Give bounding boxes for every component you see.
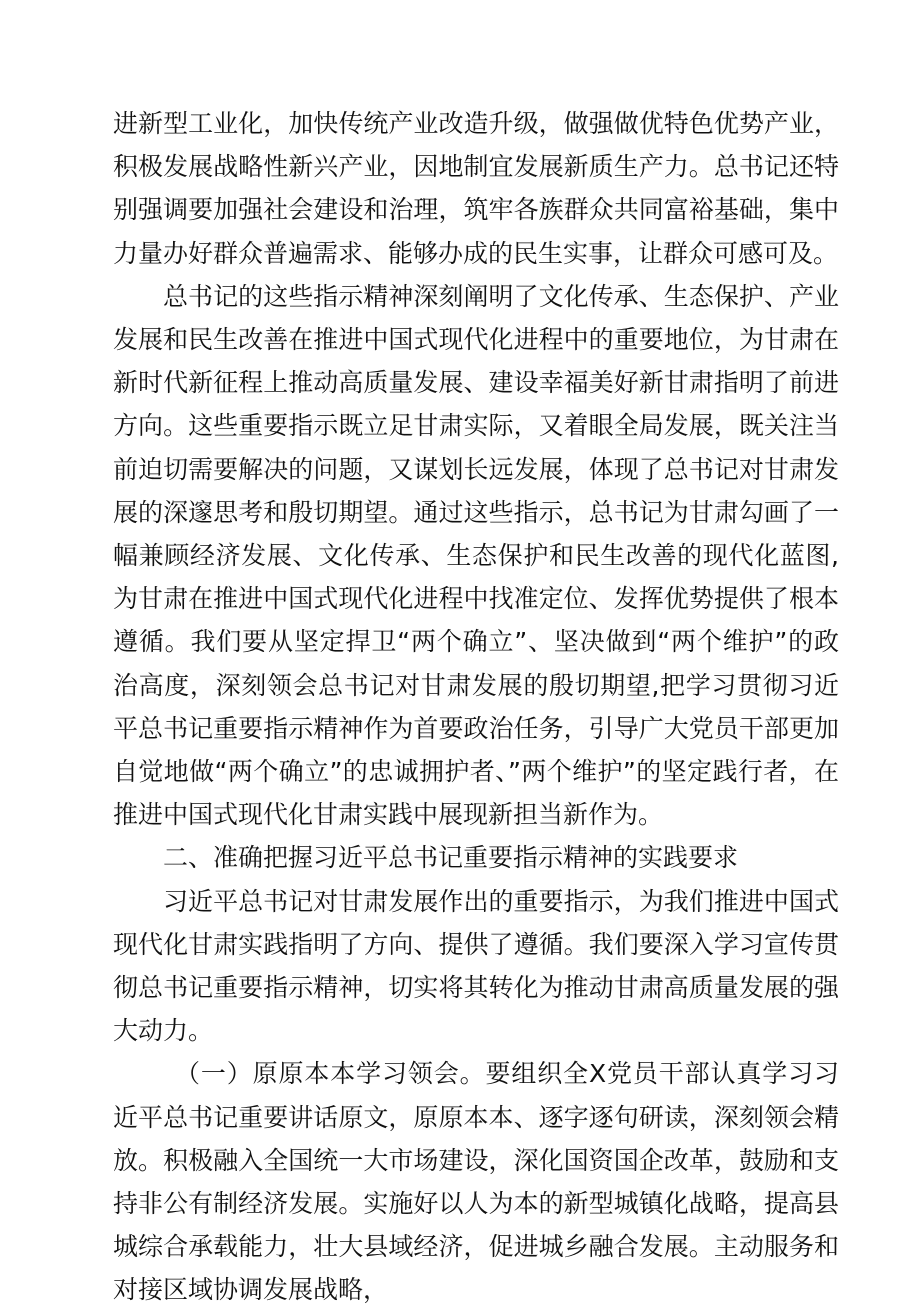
paragraph-section-intro: 习近平总书记对甘肃发展作出的重要指示，为我们推进中国式现代化甘肃实践指明了方向、提供了遵循。我们要深入学习宣传贯彻总书记重要指示精神，切实将其转化为推动甘肃高质量发展的强大动力。 [113,886,839,1046]
paragraph-instructions-significance: 总书记的这些指示精神深刻阐明了文化传承、生态保护、产业发展和民生改善在推进中国式现代化进程中的重要地位，为甘肃在新时代新征程上推动高质量发展、建设幸福美好新甘肃指明了前进方向。这些重要指示既立足甘肃实际，又着眼全局发展，既关注当前迫切需要解决的问题，又谋划长远发展，体现了总书记对甘肃发展的深邃思考和殷切期望。通过这些指示，总书记为甘肃勾画了一幅兼顾经济发展、文化传承、生态保护和民生改善的现代化蓝图,为甘肃在推进中国式现代化进程中找准定位、发挥优势提供了根本遵循。我们要从坚定捍卫“两个确立”、坚决做到“两个维护”的政治高度，深刻领会总书记对甘肃发展的殷切期望,把学习贯彻习近平总书记重要指示精神作为首要政治任务，引导广大党员干部更加自觉地做“两个确立”的忠诚拥护者、”两个维护”的坚定践行者，在推进中国式现代化甘肃实践中展现新担当新作为。 [113,281,839,830]
section-heading: 二、准确把握习近平总书记重要指示精神的实践要求 [163,843,739,873]
paragraph-continuation: 进新型工业化，加快传统产业改造升级，做强做优特色优势产业，积极发展战略性新兴产业，因地制宜发展新质生产力。总书记还特别强调要加强社会建设和治理，筑牢各族群众共同富裕基础，集中力量办好群众普遍需求、能够办成的民生实事，让群众可感可及。 [113,109,839,268]
document-body [113,102,839,1312]
paragraph-study-item: （一）原原本本学习领会。要组织全X党员干部认真学习习近平总书记重要讲话原文，原原本本、逐字逐句研读，深刻领会精放。积极融入全国统一大市场建设，深化国资国企改革，鼓励和支持非公有制经济发展。实施好以人为本的新型城镇化战略，提高县城综合承载能力，壮大县域经济，促进城乡融合发展。主动服务和对接区域协调发展战略， [113,1059,839,1305]
